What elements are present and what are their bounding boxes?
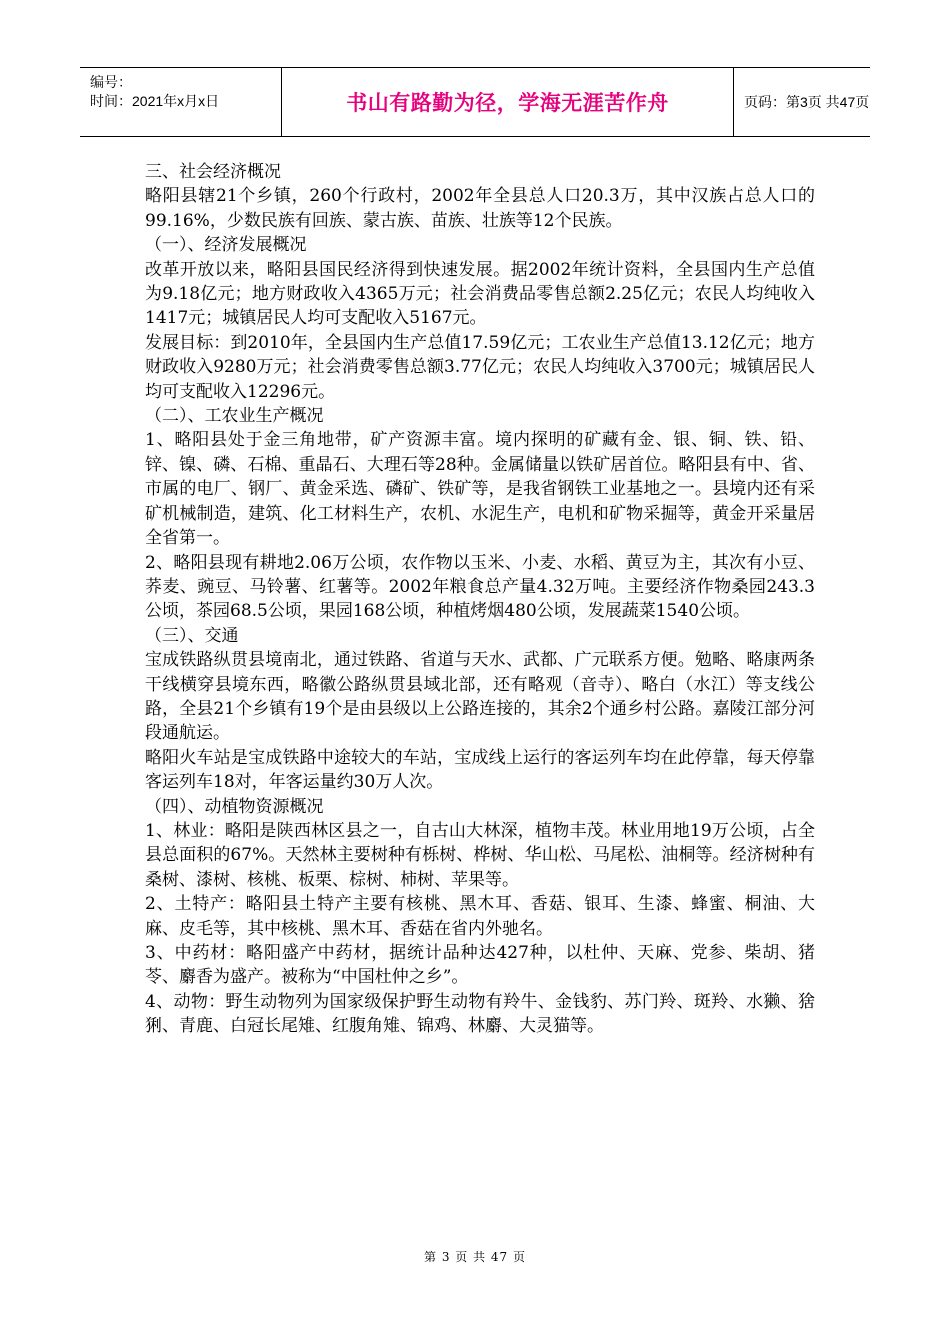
paragraph: 改革开放以来，略阳县国民经济得到快速发展。据2002年统计资料，全县国内生产总值为9.18亿元；地方财政收入4365万元；社会消费品零售总额2.25亿元；农民人均纯收入1417元；城镇居民人均可支配收入5167元。	[145, 259, 815, 329]
section-heading: 三、社会经济概况	[145, 162, 281, 182]
paragraph: 1、林业：略阳是陕西林区县之一，自古山大林深，植物丰茂。林业用地19万公顷，占全县总面积的67%。天然林主要树种有栎树、桦树、华山松、马尾松、油桐等。经济树种有桑树、漆树、核桃、板栗、棕树、柿树、苹果等。	[145, 820, 815, 890]
subsection-heading: （三）、交通	[145, 625, 239, 646]
paragraph: 宝成铁路纵贯县境南北，通过铁路、省道与天水、武都、广元联系方便。勉略、略康两条干线横穿县境东西，略徽公路纵贯县域北部，还有略观（音寺）、略白（水江）等支线公路，全县21个乡镇有19个是由县级以上公路连接的，其余2个通乡村公路。嘉陵江部分河段通航运。	[145, 650, 815, 744]
subsection-heading: （四）、动植物资源概况	[145, 796, 324, 817]
document-body	[145, 160, 815, 1039]
page-footer: 第 3 页 共 47 页	[424, 1250, 526, 1264]
header-motto: 书山有路勤为径，学海无涯苦作舟	[346, 91, 669, 115]
paragraph: 略阳县辖21个乡镇，260个行政村，2002年全县总人口20.3万，其中汉族占总人口的99.16%，少数民族有回族、蒙古族、苗族、壮族等12个民族。	[145, 186, 815, 231]
paragraph: 3、中药材：略阳盛产中药材，据统计品种达427种，以杜仲、天麻、党参、柴胡、猪苓、麝香为盛产。被称为“中国杜仲之乡”。	[145, 943, 815, 988]
paragraph: 2、土特产：略阳县土特产主要有核桃、黑木耳、香菇、银耳、生漆、蜂蜜、桐油、大麻、皮毛等，其中核桃、黑木耳、香菇在省内外驰名。	[145, 894, 815, 939]
header-meta	[80, 68, 282, 136]
subsection-heading: （一）、经济发展概况	[145, 235, 307, 256]
paragraph: 2、略阳县现有耕地2.06万公顷，农作物以玉米、小麦、水稻、黄豆为主，其次有小豆、荞麦、豌豆、马铃薯、红薯等。2002年粮食总产量4.32万吨。主要经济作物桑园243.3公顷，茶园68.5公顷，果园168公顷，种植烤烟480公顷，发展蔬菜1540公顷。	[145, 552, 815, 622]
header-motto-cell	[282, 68, 734, 136]
paragraph: 略阳火车站是宝成铁路中途较大的车站，宝成线上运行的客运列车均在此停靠，每天停靠客运列车18对，年客运量约30万人次。	[145, 747, 815, 793]
document-number: 编号：	[90, 74, 132, 90]
document-time: 时间：2021年x月x日	[90, 93, 220, 109]
paragraph: 4、动物：野生动物列为国家级保护野生动物有羚牛、金钱豹、苏门羚、斑羚、水獭、猞猁、青鹿、白冠长尾雉、红腹角雉、锦鸡、林麝、大灵猫等。	[145, 991, 815, 1037]
header-page-info-cell	[734, 68, 870, 136]
paragraph: 发展目标：到2010年，全县国内生产总值17.59亿元；工农业生产总值13.12亿元；地方财政收入9280万元；社会消费零售总额3.77亿元；农民人均纯收入3700元；城镇居民人均可支配收入12296元。	[145, 332, 815, 402]
header-page-info: 页码：第3页 共47页	[744, 94, 870, 110]
paragraph: 1、略阳县处于金三角地带，矿产资源丰富。境内探明的矿藏有金、银、铜、铁、铅、锌、镍、磷、石棉、重晶石、大理石等28种。金属储量以铁矿居首位。略阳县有中、省、市属的电厂、钢厂、黄金采选、磷矿、铁矿等，是我省钢铁工业基地之一。县境内还有采矿机械制造，建筑、化工材料生产，农机、水泥生产，电机和矿物采掘等，黄金开采量居全省第一。	[145, 430, 815, 549]
subsection-heading: （二）、工农业生产概况	[145, 406, 324, 427]
page-header	[80, 67, 870, 137]
